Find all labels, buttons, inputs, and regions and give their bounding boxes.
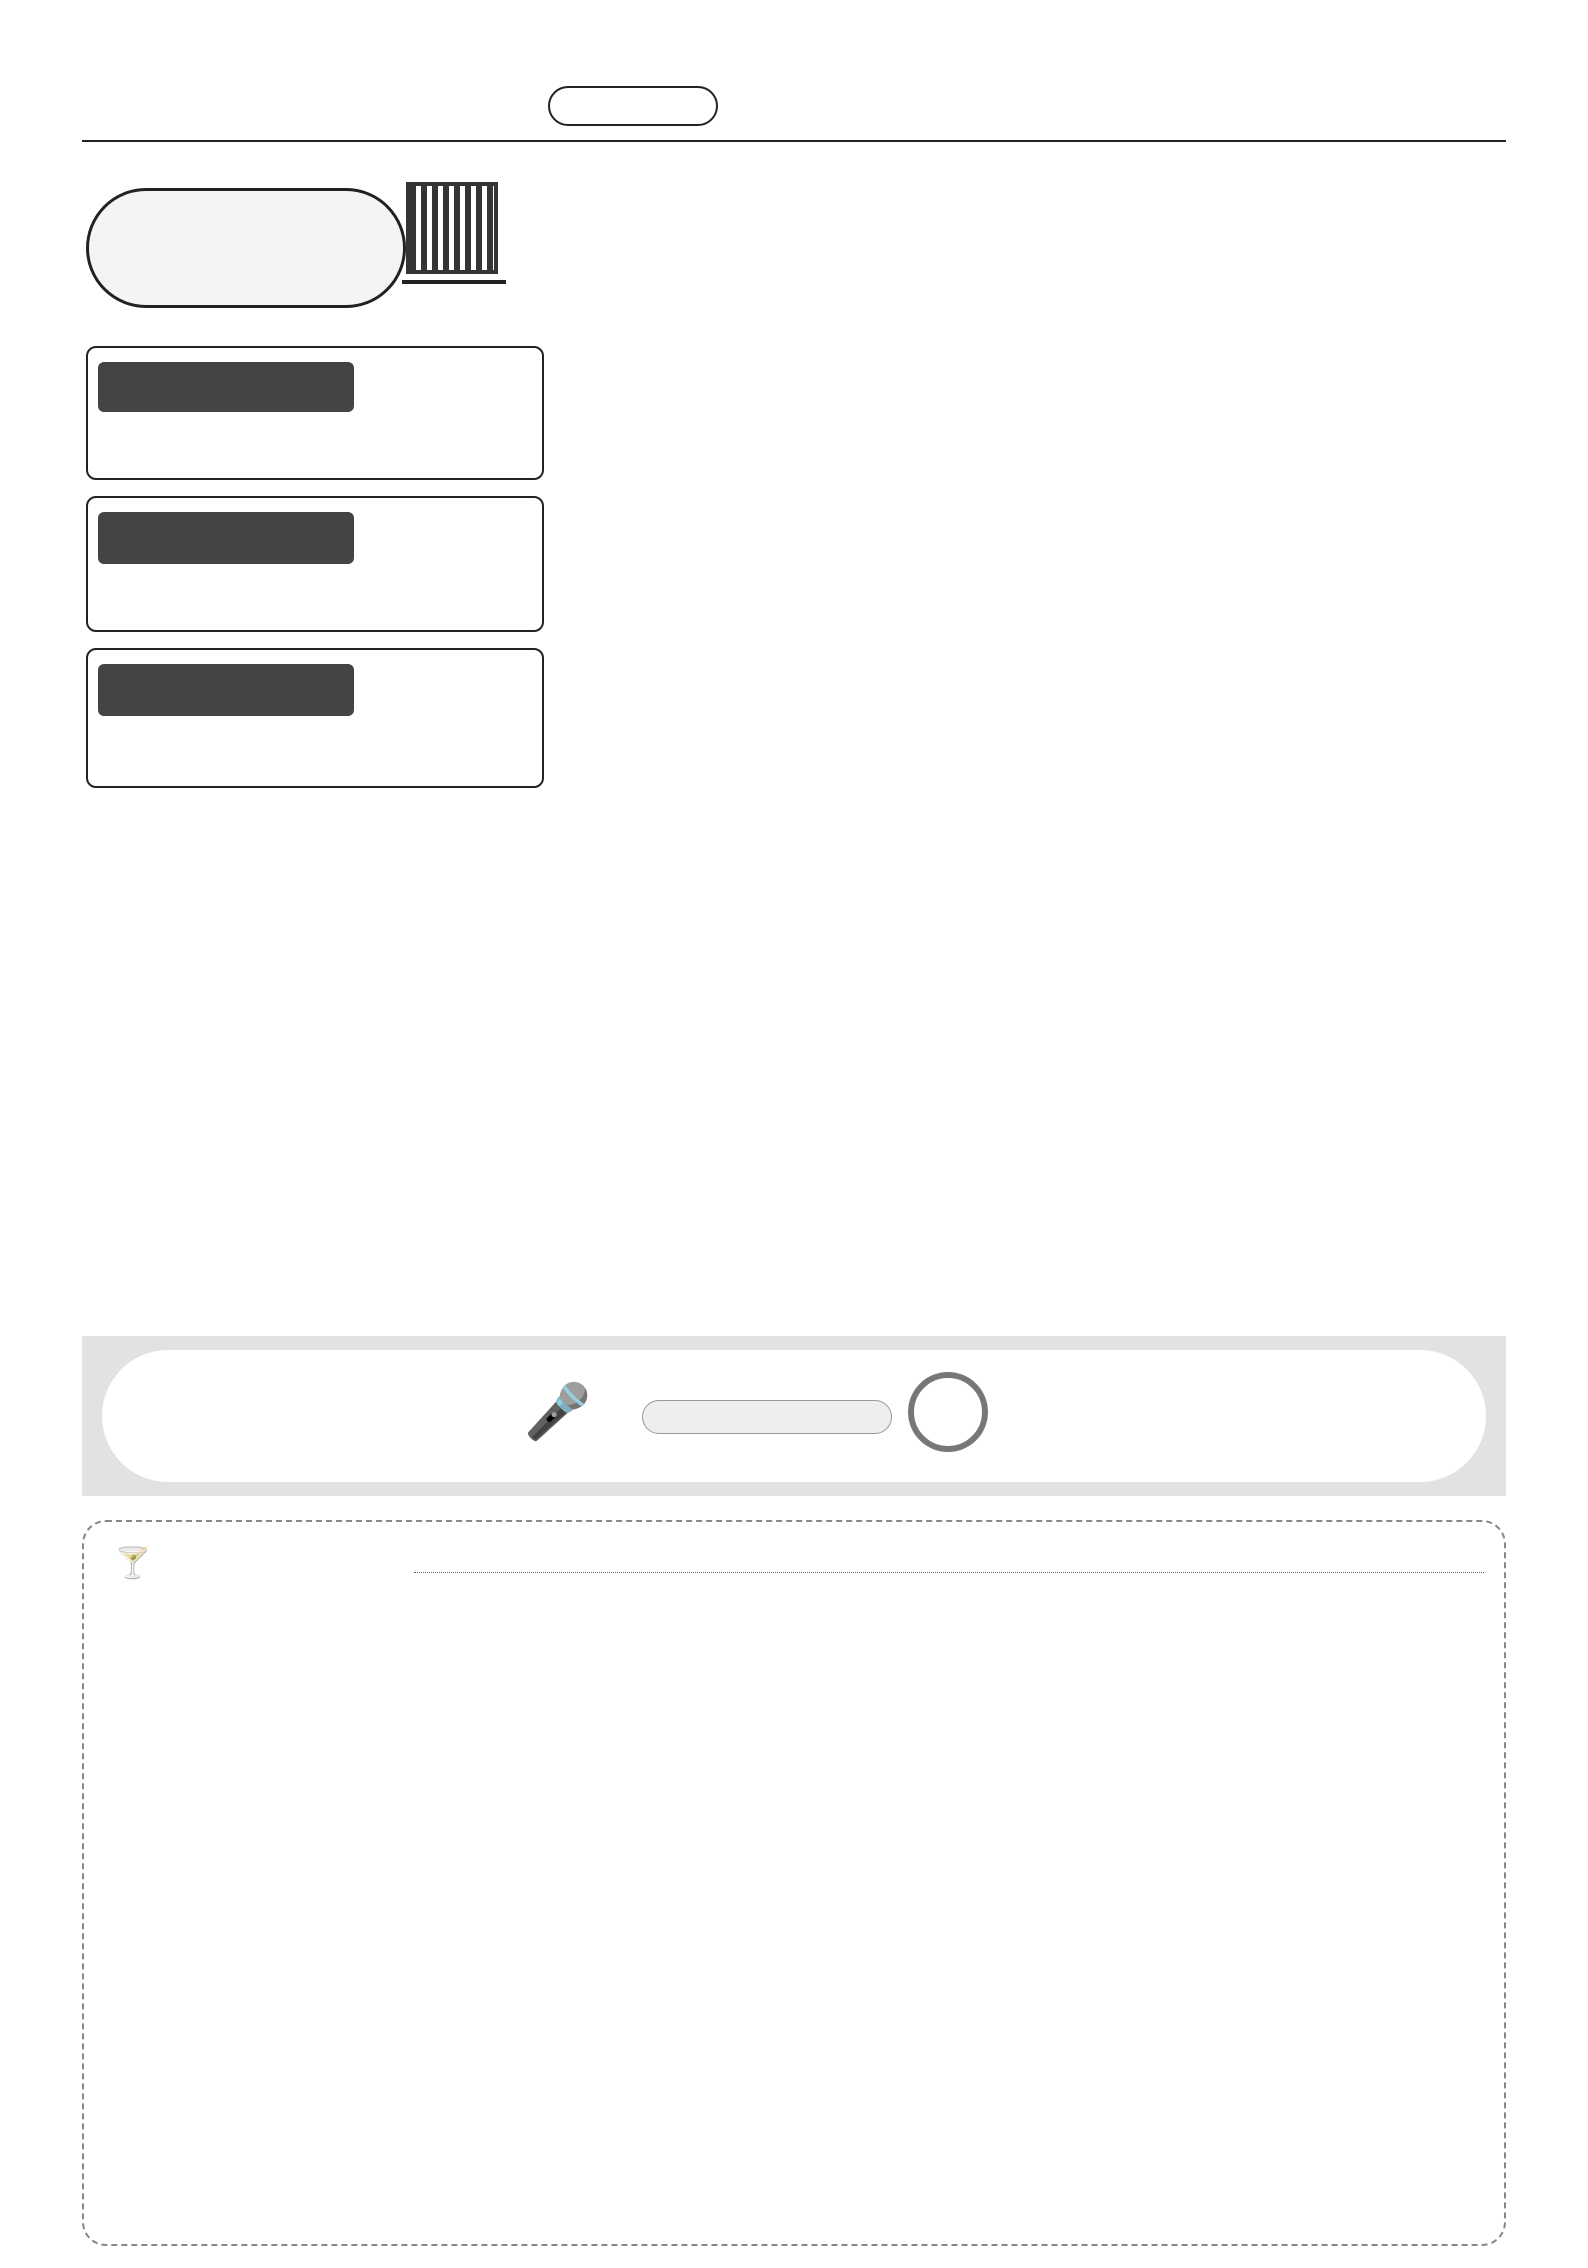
- qr-caption: [402, 280, 506, 284]
- agency-name: [98, 664, 354, 716]
- urgent-hiring-section: [82, 1520, 1506, 2246]
- header-rule: [82, 140, 1506, 142]
- urgent-rule: [414, 1572, 1484, 1573]
- agency-name: [98, 512, 354, 564]
- qr-code-icon[interactable]: [406, 182, 498, 274]
- agency-box-1: [86, 346, 544, 480]
- logo-bubble: [86, 188, 406, 308]
- age-limit-badge: [908, 1372, 988, 1452]
- agency-box-3: [86, 648, 544, 788]
- section-label: [548, 86, 718, 126]
- microphone-icon: 🎤: [524, 1380, 592, 1443]
- agency-name: [98, 362, 354, 412]
- agency-box-2: [86, 496, 544, 632]
- cocktail-icon: 🍸: [114, 1546, 152, 1581]
- adult-service-banner: [82, 1336, 1506, 1496]
- banner-tags: [642, 1400, 892, 1434]
- logo-block: [86, 168, 516, 328]
